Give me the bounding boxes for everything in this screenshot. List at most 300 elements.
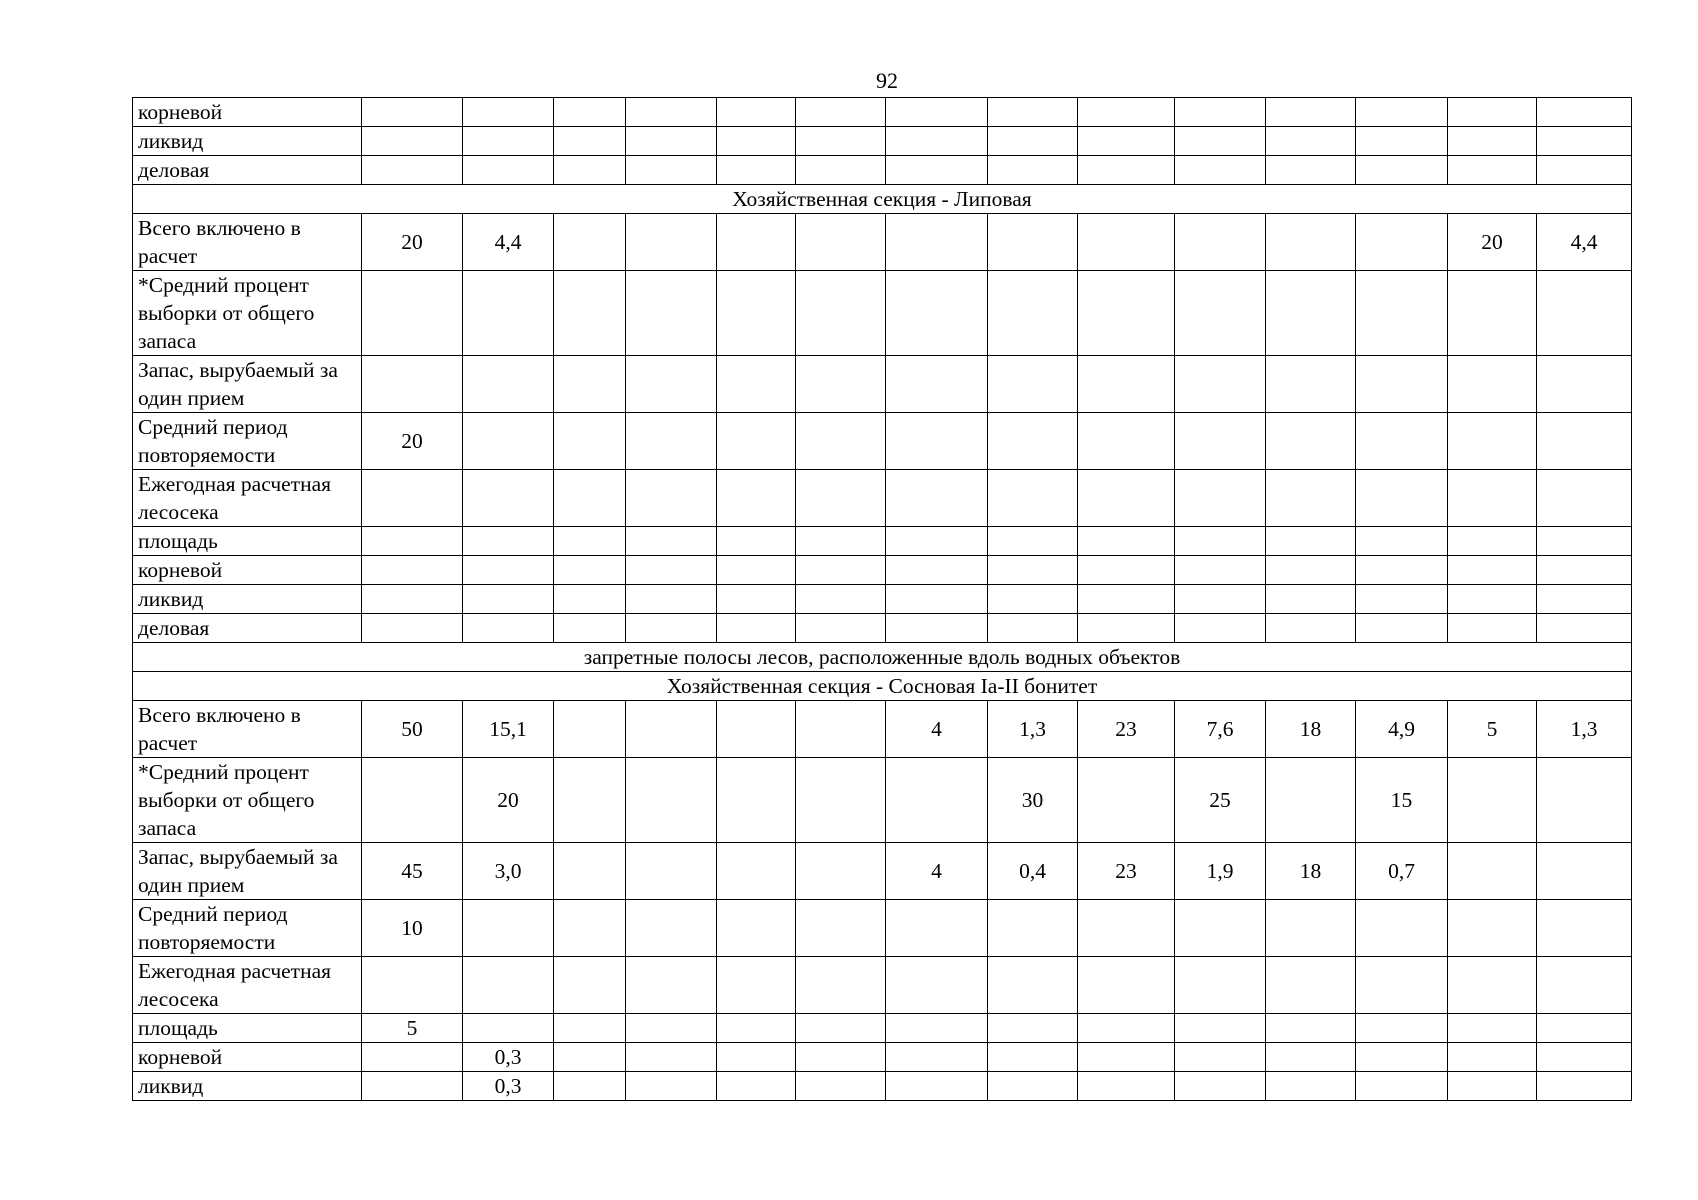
table-cell bbox=[717, 585, 796, 614]
table-cell: 10 bbox=[362, 900, 463, 957]
table-cell bbox=[717, 701, 796, 758]
table-row bbox=[133, 614, 1632, 643]
table-cell bbox=[988, 98, 1078, 127]
table-cell bbox=[886, 758, 988, 843]
table-cell bbox=[796, 413, 886, 470]
table-cell bbox=[988, 214, 1078, 271]
row-label: Запас, вырубаемый за один прием bbox=[133, 356, 362, 413]
table-cell bbox=[463, 98, 554, 127]
table-cell bbox=[1266, 1043, 1356, 1072]
table-cell bbox=[554, 1072, 626, 1101]
table-cell bbox=[1175, 585, 1266, 614]
table-row bbox=[133, 585, 1632, 614]
table-cell bbox=[886, 900, 988, 957]
table-row bbox=[133, 413, 1632, 470]
table-row bbox=[133, 1043, 1632, 1072]
table-row bbox=[133, 758, 1632, 843]
table-cell bbox=[463, 957, 554, 1014]
table-cell bbox=[886, 156, 988, 185]
table-cell bbox=[554, 1014, 626, 1043]
table-cell bbox=[1175, 356, 1266, 413]
table-cell bbox=[1175, 470, 1266, 527]
table-cell bbox=[796, 900, 886, 957]
table-cell bbox=[1078, 758, 1175, 843]
table-cell bbox=[1078, 1014, 1175, 1043]
table-cell bbox=[362, 585, 463, 614]
table-cell bbox=[1537, 1014, 1632, 1043]
table-cell: 30 bbox=[988, 758, 1078, 843]
table-cell bbox=[626, 413, 717, 470]
table-cell bbox=[717, 98, 796, 127]
table-cell bbox=[626, 1072, 717, 1101]
table-cell bbox=[1078, 957, 1175, 1014]
row-label: деловая bbox=[133, 156, 362, 185]
table-cell bbox=[886, 527, 988, 556]
table-cell bbox=[1448, 156, 1537, 185]
table-cell bbox=[1078, 470, 1175, 527]
table-cell bbox=[463, 527, 554, 556]
table-row bbox=[133, 156, 1632, 185]
table-cell bbox=[796, 957, 886, 1014]
table-cell bbox=[1356, 900, 1448, 957]
table-cell bbox=[1448, 1014, 1537, 1043]
row-label: деловая bbox=[133, 614, 362, 643]
table-cell bbox=[796, 127, 886, 156]
row-label: Ежегодная расчетная лесосека bbox=[133, 470, 362, 527]
table-cell bbox=[1266, 1072, 1356, 1101]
table-cell bbox=[1078, 156, 1175, 185]
table-cell bbox=[886, 1043, 988, 1072]
table-cell bbox=[362, 98, 463, 127]
table-cell bbox=[988, 156, 1078, 185]
table-cell bbox=[717, 156, 796, 185]
table-cell bbox=[1448, 527, 1537, 556]
table-cell bbox=[796, 1072, 886, 1101]
table-cell bbox=[1175, 556, 1266, 585]
table-row bbox=[133, 271, 1632, 356]
table-cell bbox=[1175, 957, 1266, 1014]
table-cell bbox=[1266, 585, 1356, 614]
table-cell bbox=[717, 957, 796, 1014]
table-cell bbox=[554, 843, 626, 900]
table-cell bbox=[1078, 900, 1175, 957]
table-cell bbox=[717, 356, 796, 413]
table-cell bbox=[1266, 214, 1356, 271]
table-cell bbox=[886, 356, 988, 413]
table-cell bbox=[1266, 127, 1356, 156]
table-cell bbox=[1448, 1043, 1537, 1072]
table-cell bbox=[463, 556, 554, 585]
table-cell bbox=[1078, 127, 1175, 156]
table-cell bbox=[1448, 470, 1537, 527]
row-label: Средний период повторяемости bbox=[133, 900, 362, 957]
table-cell bbox=[886, 214, 988, 271]
table-cell bbox=[1175, 1043, 1266, 1072]
table-cell bbox=[1448, 614, 1537, 643]
table-cell bbox=[1175, 413, 1266, 470]
table-cell: 0,3 bbox=[463, 1072, 554, 1101]
row-label: площадь bbox=[133, 527, 362, 556]
table-cell bbox=[886, 271, 988, 356]
table-cell bbox=[554, 527, 626, 556]
table-cell bbox=[554, 957, 626, 1014]
table-cell bbox=[1078, 356, 1175, 413]
table-cell bbox=[1448, 556, 1537, 585]
table-cell bbox=[796, 98, 886, 127]
table-cell bbox=[1356, 614, 1448, 643]
section-row bbox=[133, 672, 1632, 701]
table-cell: 4,4 bbox=[1537, 214, 1632, 271]
table-cell bbox=[626, 758, 717, 843]
table-cell bbox=[796, 614, 886, 643]
table-cell: 20 bbox=[463, 758, 554, 843]
table-cell bbox=[463, 156, 554, 185]
table-cell: 5 bbox=[1448, 701, 1537, 758]
row-label: Ежегодная расчетная лесосека bbox=[133, 957, 362, 1014]
row-label: Всего включено в расчет bbox=[133, 701, 362, 758]
table-row bbox=[133, 356, 1632, 413]
table-cell bbox=[717, 556, 796, 585]
table-cell bbox=[1537, 413, 1632, 470]
table-cell bbox=[988, 1043, 1078, 1072]
table-cell bbox=[1448, 900, 1537, 957]
table-cell bbox=[1537, 556, 1632, 585]
table-cell: 20 bbox=[362, 413, 463, 470]
table-cell: 4,4 bbox=[463, 214, 554, 271]
table-cell bbox=[1448, 758, 1537, 843]
table-cell bbox=[988, 614, 1078, 643]
table-cell bbox=[626, 470, 717, 527]
table-cell bbox=[362, 957, 463, 1014]
table-cell: 15,1 bbox=[463, 701, 554, 758]
table-cell bbox=[796, 470, 886, 527]
table-cell: 5 bbox=[362, 1014, 463, 1043]
table-cell bbox=[1537, 758, 1632, 843]
table-cell bbox=[796, 156, 886, 185]
table-cell bbox=[1356, 957, 1448, 1014]
table-cell bbox=[988, 356, 1078, 413]
table-cell bbox=[554, 470, 626, 527]
table-cell bbox=[1448, 127, 1537, 156]
table-cell bbox=[1537, 614, 1632, 643]
table-cell bbox=[796, 214, 886, 271]
table-cell bbox=[1537, 843, 1632, 900]
table-cell bbox=[1537, 957, 1632, 1014]
table-cell bbox=[717, 1014, 796, 1043]
table-cell bbox=[626, 957, 717, 1014]
table-cell: 1,9 bbox=[1175, 843, 1266, 900]
table-cell bbox=[626, 1014, 717, 1043]
table-cell: 18 bbox=[1266, 701, 1356, 758]
table-cell bbox=[362, 271, 463, 356]
table-cell bbox=[554, 701, 626, 758]
table-cell bbox=[717, 900, 796, 957]
table-cell bbox=[1266, 1014, 1356, 1043]
table-row bbox=[133, 127, 1632, 156]
section-title: запретные полосы лесов, расположенные вдоль водных объектов bbox=[133, 643, 1632, 672]
table-cell bbox=[554, 556, 626, 585]
table-cell bbox=[1356, 413, 1448, 470]
table-cell bbox=[988, 470, 1078, 527]
table-cell bbox=[626, 701, 717, 758]
table-cell bbox=[1356, 1072, 1448, 1101]
table-cell bbox=[1356, 271, 1448, 356]
table-cell bbox=[1537, 1072, 1632, 1101]
table-cell bbox=[988, 957, 1078, 1014]
table-cell bbox=[1266, 98, 1356, 127]
table-row bbox=[133, 843, 1632, 900]
table-cell bbox=[554, 127, 626, 156]
table-cell bbox=[1078, 1072, 1175, 1101]
table-cell bbox=[1078, 585, 1175, 614]
table-cell bbox=[1448, 843, 1537, 900]
table-cell: 23 bbox=[1078, 843, 1175, 900]
table-cell bbox=[362, 156, 463, 185]
table-cell bbox=[1537, 527, 1632, 556]
table-cell bbox=[1266, 900, 1356, 957]
table-cell bbox=[1356, 356, 1448, 413]
table-cell: 15 bbox=[1356, 758, 1448, 843]
row-label: Всего включено в расчет bbox=[133, 214, 362, 271]
section-row bbox=[133, 185, 1632, 214]
table-cell bbox=[1078, 1043, 1175, 1072]
table-cell bbox=[1448, 1072, 1537, 1101]
table-cell bbox=[626, 1043, 717, 1072]
table-cell bbox=[886, 1072, 988, 1101]
table-cell bbox=[1537, 356, 1632, 413]
table-cell bbox=[1356, 127, 1448, 156]
table-cell bbox=[463, 127, 554, 156]
table-cell bbox=[1078, 271, 1175, 356]
table-cell bbox=[1356, 214, 1448, 271]
row-label: корневой bbox=[133, 556, 362, 585]
table-cell bbox=[1448, 957, 1537, 1014]
table-cell bbox=[1448, 413, 1537, 470]
table-cell bbox=[796, 1014, 886, 1043]
table-cell bbox=[1078, 527, 1175, 556]
table-cell bbox=[1175, 1014, 1266, 1043]
table-cell bbox=[1537, 1043, 1632, 1072]
table-cell bbox=[1356, 1043, 1448, 1072]
table-cell bbox=[988, 900, 1078, 957]
table-cell bbox=[886, 556, 988, 585]
table-cell bbox=[554, 156, 626, 185]
table-cell bbox=[1266, 758, 1356, 843]
table-cell bbox=[1175, 127, 1266, 156]
table-cell bbox=[1448, 585, 1537, 614]
table-row bbox=[133, 900, 1632, 957]
table-cell bbox=[1537, 127, 1632, 156]
table-cell bbox=[796, 527, 886, 556]
table-cell: 0,4 bbox=[988, 843, 1078, 900]
row-label: *Средний процент выборки от общего запаса bbox=[133, 271, 362, 356]
table-cell bbox=[554, 271, 626, 356]
table-cell: 45 bbox=[362, 843, 463, 900]
table-row bbox=[133, 957, 1632, 1014]
table-cell bbox=[1266, 356, 1356, 413]
table-cell: 20 bbox=[1448, 214, 1537, 271]
table-cell bbox=[1078, 614, 1175, 643]
table-cell bbox=[988, 271, 1078, 356]
table-cell bbox=[554, 585, 626, 614]
table-cell bbox=[1448, 98, 1537, 127]
table-cell bbox=[1266, 556, 1356, 585]
table-cell bbox=[988, 127, 1078, 156]
table-cell bbox=[1175, 271, 1266, 356]
table-cell bbox=[717, 614, 796, 643]
table-row bbox=[133, 701, 1632, 758]
table-cell: 18 bbox=[1266, 843, 1356, 900]
table-row bbox=[133, 98, 1632, 127]
table-cell bbox=[1266, 413, 1356, 470]
table-cell bbox=[1356, 527, 1448, 556]
table-cell bbox=[1266, 470, 1356, 527]
table-cell bbox=[796, 758, 886, 843]
table-cell: 7,6 bbox=[1175, 701, 1266, 758]
page-number: 92 bbox=[876, 68, 898, 93]
table-cell bbox=[554, 98, 626, 127]
allowable-cut-table bbox=[132, 97, 1632, 1101]
row-label: ликвид bbox=[133, 127, 362, 156]
table-cell bbox=[1266, 614, 1356, 643]
table-cell bbox=[554, 1043, 626, 1072]
table-cell bbox=[717, 271, 796, 356]
table-cell bbox=[796, 1043, 886, 1072]
table-cell bbox=[796, 843, 886, 900]
table-cell bbox=[362, 127, 463, 156]
table-cell bbox=[1356, 585, 1448, 614]
table-cell bbox=[1537, 156, 1632, 185]
table-cell bbox=[626, 585, 717, 614]
table-cell bbox=[626, 127, 717, 156]
table-cell bbox=[717, 470, 796, 527]
table-cell bbox=[554, 413, 626, 470]
table-row bbox=[133, 1014, 1632, 1043]
table-cell bbox=[796, 356, 886, 413]
table-cell bbox=[1266, 156, 1356, 185]
table-cell: 1,3 bbox=[1537, 701, 1632, 758]
table-cell bbox=[1078, 214, 1175, 271]
table-cell bbox=[362, 527, 463, 556]
table-cell bbox=[1078, 556, 1175, 585]
table-cell bbox=[362, 1072, 463, 1101]
table-cell: 4 bbox=[886, 843, 988, 900]
table-cell bbox=[886, 470, 988, 527]
table-cell bbox=[1537, 585, 1632, 614]
table-cell bbox=[988, 585, 1078, 614]
table-cell bbox=[1537, 98, 1632, 127]
row-label: *Средний процент выборки от общего запаса bbox=[133, 758, 362, 843]
table-cell bbox=[886, 127, 988, 156]
table-cell bbox=[362, 556, 463, 585]
row-label: площадь bbox=[133, 1014, 362, 1043]
table-cell bbox=[626, 98, 717, 127]
table-cell bbox=[988, 527, 1078, 556]
table-cell bbox=[463, 356, 554, 413]
table-cell bbox=[554, 356, 626, 413]
table-cell bbox=[1537, 271, 1632, 356]
table-cell bbox=[717, 1043, 796, 1072]
table-cell bbox=[626, 271, 717, 356]
table-row bbox=[133, 470, 1632, 527]
table-cell: 25 bbox=[1175, 758, 1266, 843]
table-cell bbox=[886, 98, 988, 127]
table-cell bbox=[1356, 556, 1448, 585]
table-cell bbox=[886, 413, 988, 470]
table-cell bbox=[362, 614, 463, 643]
table-cell bbox=[1448, 271, 1537, 356]
table-cell bbox=[1266, 957, 1356, 1014]
table-cell bbox=[1537, 470, 1632, 527]
table-row bbox=[133, 1072, 1632, 1101]
table-cell bbox=[1537, 900, 1632, 957]
table-cell bbox=[717, 127, 796, 156]
table-row bbox=[133, 527, 1632, 556]
table-cell bbox=[1356, 1014, 1448, 1043]
table-cell: 0,3 bbox=[463, 1043, 554, 1072]
row-label: ликвид bbox=[133, 1072, 362, 1101]
table-cell bbox=[463, 271, 554, 356]
table-cell bbox=[626, 556, 717, 585]
table-cell bbox=[626, 527, 717, 556]
table-cell: 50 bbox=[362, 701, 463, 758]
table-cell bbox=[362, 758, 463, 843]
table-cell bbox=[1175, 900, 1266, 957]
table-cell: 23 bbox=[1078, 701, 1175, 758]
row-label: ликвид bbox=[133, 585, 362, 614]
table-cell bbox=[626, 156, 717, 185]
table-cell: 4 bbox=[886, 701, 988, 758]
table-cell bbox=[886, 957, 988, 1014]
table-cell bbox=[554, 214, 626, 271]
table-cell bbox=[717, 758, 796, 843]
table-cell bbox=[717, 527, 796, 556]
table-cell bbox=[626, 900, 717, 957]
table-cell bbox=[463, 1014, 554, 1043]
table-cell: 4,9 bbox=[1356, 701, 1448, 758]
table-cell bbox=[362, 1043, 463, 1072]
table-cell bbox=[988, 1014, 1078, 1043]
table-cell bbox=[1266, 271, 1356, 356]
row-label: Средний период повторяемости bbox=[133, 413, 362, 470]
table-cell bbox=[1448, 356, 1537, 413]
table-cell bbox=[1175, 1072, 1266, 1101]
table-cell bbox=[717, 413, 796, 470]
table-cell bbox=[463, 413, 554, 470]
table-cell: 0,7 bbox=[1356, 843, 1448, 900]
row-label: корневой bbox=[133, 1043, 362, 1072]
table-cell bbox=[554, 614, 626, 643]
table-cell bbox=[554, 758, 626, 843]
table-cell bbox=[717, 214, 796, 271]
table-cell: 3,0 bbox=[463, 843, 554, 900]
section-title: Хозяйственная секция - Липовая bbox=[133, 185, 1632, 214]
table-cell bbox=[988, 1072, 1078, 1101]
row-label: корневой bbox=[133, 98, 362, 127]
table-cell bbox=[988, 556, 1078, 585]
table-cell bbox=[1078, 413, 1175, 470]
table-cell bbox=[1175, 214, 1266, 271]
table-cell bbox=[1356, 156, 1448, 185]
table-cell bbox=[362, 470, 463, 527]
table-body bbox=[133, 98, 1632, 1101]
section-row bbox=[133, 643, 1632, 672]
table-cell bbox=[554, 900, 626, 957]
table-cell bbox=[796, 556, 886, 585]
table-cell bbox=[717, 1072, 796, 1101]
table-cell bbox=[1175, 98, 1266, 127]
table-cell bbox=[626, 214, 717, 271]
